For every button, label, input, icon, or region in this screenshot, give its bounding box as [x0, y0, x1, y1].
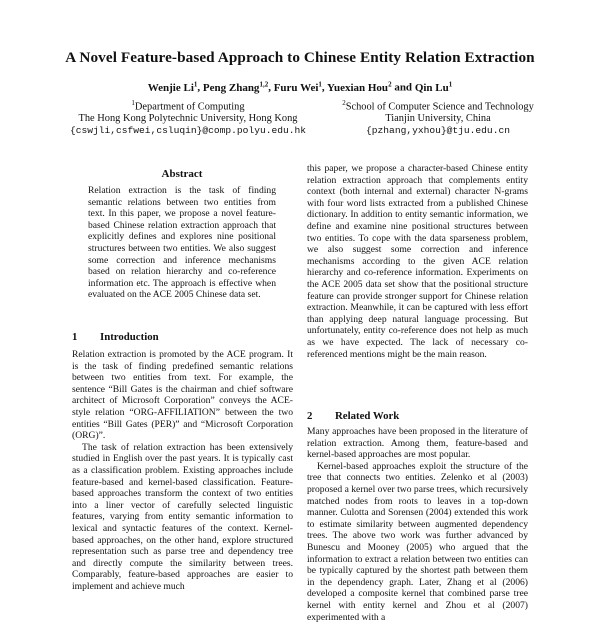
abstract-text: Relation extraction is the task of finding semantic relations between two entities from text. In this paper, we propose a novel feature-based Chinese relation extraction approach that explicitly defines and explores nine positional structures between two entities. We also suggest some correction and inference mechanisms based on relation hierarchy and co-reference information etc. The approach is effective when evaluated on the ACE 2005 Chinese data set. [88, 185, 276, 301]
related-work-body [307, 426, 528, 623]
abstract-heading: Abstract [161, 168, 203, 180]
affiliation-institution: Tianjin University, China [385, 113, 491, 125]
affiliation-dept: $^2$School of Computer Science and Technology [342, 99, 534, 113]
affiliation-left [45, 97, 331, 137]
introduction-body [72, 349, 293, 592]
section-heading-introduction: 1 Introduction [72, 331, 159, 343]
author-list: Wenjie Li$^1$, Peng Zhang$^{1,2}$, Furu Wei$^1$, Yuexian Hou$^2$ and Qin Lu$^1$ [147, 80, 453, 94]
introduction-continued: this paper, we propose a character-based Chinese entity relation extraction approach that complements entity context (both internal and external) character N-grams with four word lists extracted from a published Chinese dictionary. In addition to entity semantic information, we define and examine nine positional structures between two entities. To cope with the data sparseness problem, we also suggest some correction and inference mechanisms according to the given ACE relation hierarchy and co-reference information. Experiments on the ACE 2005 data set show that the positional structure feature can provide stronger support for Chinese relation extraction. Meanwhile, it can be captured with less effort than applying deep natural language processing. But unfortunately, entity co-reference does not help as much as we have expected. The lack of necessary co-referenced mentions might be the main reason. [307, 163, 528, 360]
paragraph: Many approaches have been proposed in the literature of relation extraction. Among them, feature-based and kernel-based approaches are most popular. [307, 426, 528, 461]
affiliation-dept: $^1$Department of Computing [131, 99, 245, 113]
paragraph: Kernel-based approaches exploit the structure of the tree that connects two entities. Zelenko et al (2003) proposed a kernel over two parse trees, which recursively matched nodes from roots to leaves in a top-down manner. Culotta and Sorensen (2004) extended this work to estimate similarity between augmented dependency trees. The above two work was further advanced by Bunescu and Mooney (2005) who argued that the information to extract a relation between two entities can be typically captured by the shortest path between them in the dependency graph. Later, Zhang et al (2006) developed a composite kernel that combined parse tree kernel with entity kernel and Zhou et al (2007) experimented with a [307, 460, 528, 623]
affiliation-email: {pzhang,yxhou}@tju.edu.cn [366, 125, 510, 137]
section-heading-related-work: 2 Related Work [307, 410, 400, 422]
affiliation-institution: The Hong Kong Polytechnic University, Hong Kong [78, 113, 298, 125]
author: Peng Zhang$^{1,2}$ [202, 80, 269, 94]
affiliation-email: {cswjli,csfwei,csluqin}@comp.polyu.edu.hk [69, 125, 307, 137]
author: Qin Lu$^1$ [414, 80, 453, 94]
author: Furu Wei$^1$ [273, 80, 322, 94]
affiliation-right [318, 97, 558, 137]
paragraph: The task of relation extraction has been extensively studied in English over the past years. It is typically cast as a classification problem. Existing approaches include feature-based and kernel-based classification. Feature-based approaches transform the context of two entities into a liner vector of carefully selected linguistic features, varying from entity semantic information to lexical and syntactic features of the context. Kernel-based approaches, on the other hand, explore structured representation such as parse tree and dependency tree and directly compute the similarity between trees. Comparably, feature-based approaches are easier to implement and achieve much [72, 441, 293, 592]
author: Wenjie Li$^1$ [147, 80, 198, 94]
paper-title: A Novel Feature-based Approach to Chinese Entity Relation Extraction [65, 49, 535, 66]
author: Yuexian Hou$^2$ [327, 80, 392, 94]
paragraph: Relation extraction is promoted by the ACE program. It is the task of finding predefined semantic relations between two entities from text. For example, the sentence “Bill Gates is the chairman and chief software architect of Microsoft Corporation” conveys the ACE-style relation “ORG-AFFILIATION” between the two entities “Bill Gates (PER)” and “Microsoft Corporation (ORG)”. [72, 349, 293, 442]
